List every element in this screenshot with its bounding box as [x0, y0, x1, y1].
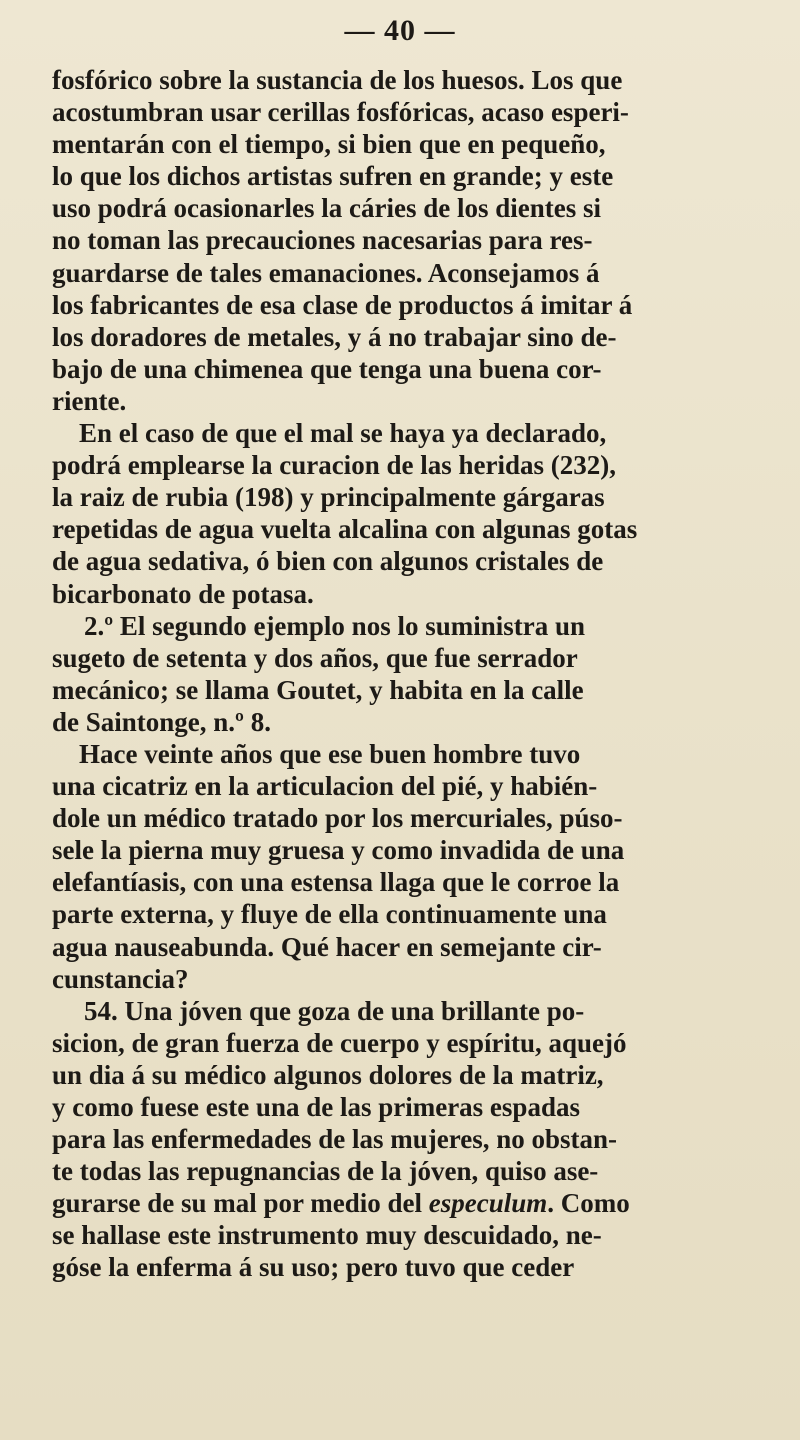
text-line: para las enfermedades de las mujeres, no obstan-: [52, 1124, 617, 1155]
text-line: te todas las repugnancias de la jóven, quiso ase-: [52, 1156, 599, 1187]
text-line: elefantíasis, con una estensa llaga que le corroe la: [52, 867, 620, 898]
text-line: mecánico; se llama Goutet, y habita en la calle: [52, 674, 584, 705]
text-line: sugeto de setenta y dos años, que fue serrador: [52, 642, 578, 673]
text-line: riente.: [52, 385, 127, 416]
text-line: bajo de una chimenea que tenga una buena cor-: [52, 353, 602, 384]
text-line: uso podrá ocasionarles la cáries de los dientes si: [52, 193, 602, 224]
text-line: guardarse de tales emanaciones. Aconsejamos á: [52, 257, 600, 288]
text-line: se hallase este instrumento muy descuidado, ne-: [52, 1220, 602, 1251]
text-line: no toman las precauciones nacesarias para res-: [52, 225, 593, 256]
text-line: podrá emplearse la curacion de las heridas (232),: [52, 450, 616, 481]
text-line: parte externa, y fluye de ella continuamente una: [52, 899, 607, 930]
paragraph-start-line: En el caso de que el mal se haya ya declarado,: [79, 418, 607, 449]
text-line: acostumbran usar cerillas fosfóricas, acaso esperi-: [52, 97, 629, 128]
paragraph-start-line: 54. Una jóven que goza de una brillante po-: [84, 995, 585, 1026]
text-line: cunstancia?: [52, 963, 189, 994]
text-line: fosfórico sobre la sustancia de los huesos. Los que: [52, 65, 623, 95]
text-segment: . Como: [547, 1188, 630, 1219]
text-line: un dia á su médico algunos dolores de la matriz,: [52, 1059, 604, 1090]
text-line: góse la enferma á su uso; pero tuvo que ceder: [52, 1252, 575, 1283]
text-line: y como fuese este una de las primeras espadas: [52, 1092, 580, 1122]
text-line: mentarán con el tiempo, si bien que en pequeño,: [52, 129, 606, 160]
text-line: de Saintonge, n.º 8.: [52, 706, 271, 737]
page-number: — 40 —: [344, 14, 456, 47]
text-line: sele la pierna muy gruesa y como invadida de una: [52, 835, 625, 866]
italic-term: especulum: [428, 1188, 548, 1219]
paragraph-start-line: Hace veinte años que ese buen hombre tuvo: [79, 738, 581, 769]
text-line: dole un médico tratado por los mercuriales, púso-: [52, 803, 623, 834]
text-line: lo que los dichos artistas sufren en grande; y este: [52, 161, 614, 192]
text-line: de agua sedativa, ó bien con algunos cristales de: [52, 546, 604, 577]
text-line: agua nauseabunda. Qué hacer en semejante cir-: [52, 931, 602, 962]
text-line: una cicatriz en la articulacion del pié, y habién-: [52, 771, 598, 802]
text-line: bicarbonato de potasa.: [52, 578, 314, 609]
text-line: los doradores de metales, y á no trabajar sino de-: [52, 321, 617, 352]
text-line: repetidas de agua vuelta alcalina con algunas gotas: [52, 514, 638, 545]
text-line: la raiz de rubia (198) y principalmente gárgaras: [52, 482, 605, 513]
text-line: sicion, de gran fuerza de cuerpo y espíritu, aquejó: [52, 1027, 627, 1058]
text-line-mixed: [52, 1187, 764, 1219]
body-text: [52, 64, 764, 1284]
paragraph-start-line: 2.º El segundo ejemplo nos lo suministra un: [84, 610, 586, 641]
text-segment: gurarse de su mal por medio del: [52, 1188, 422, 1219]
text-line: los fabricantes de esa clase de productos á imitar á: [52, 289, 633, 320]
